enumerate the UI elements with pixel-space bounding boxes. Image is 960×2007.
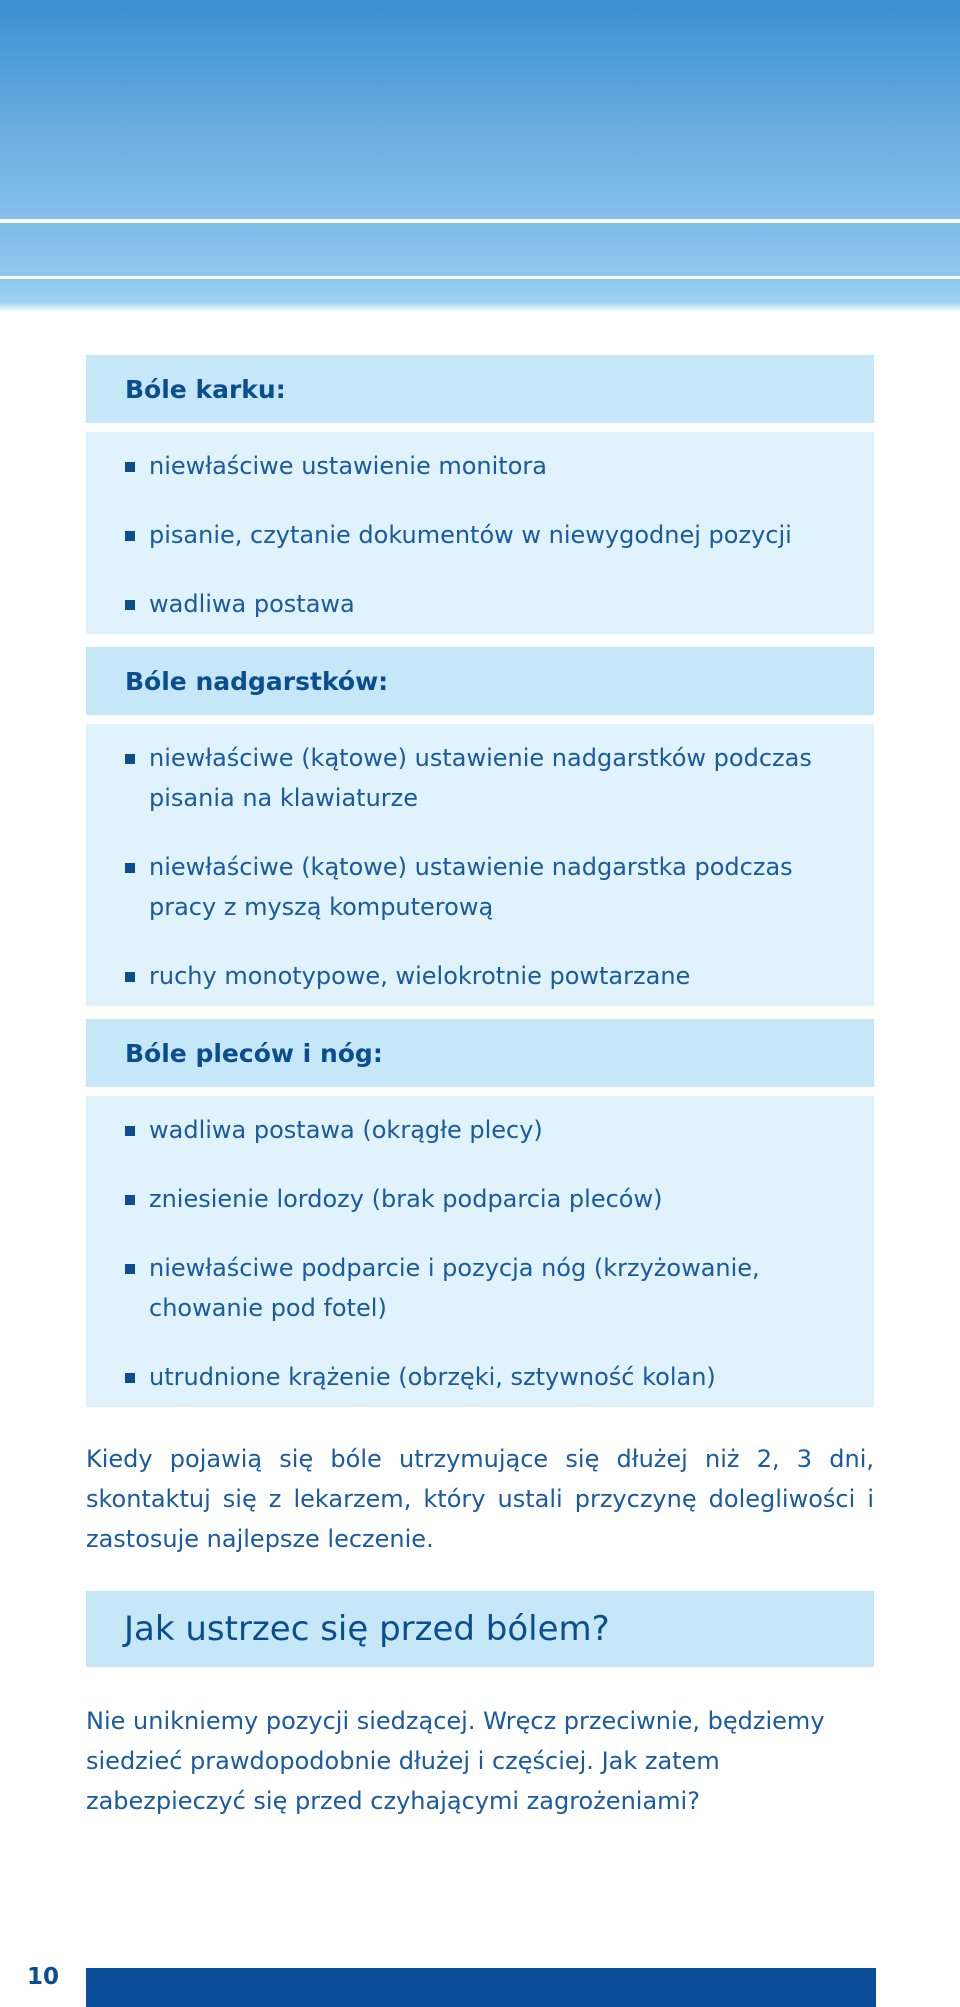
square-bullet-icon [125, 1264, 135, 1274]
list-item: niewłaściwe podparcie i pozycja nóg (krzyżowanie, chowanie pod fotel) [125, 1248, 874, 1328]
section-list-wrists [86, 724, 874, 1006]
footer-bar [86, 1968, 876, 2007]
header-fade-strip [0, 279, 960, 312]
list-item: ruchy monotypowe, wielokrotnie powtarzane [125, 956, 874, 996]
list-item: wadliwa postawa (okrągłe plecy) [125, 1110, 874, 1150]
square-bullet-icon [125, 1126, 135, 1136]
intro-paragraph: Nie unikniemy pozycji siedzącej. Wręcz przeciwnie, będziemy siedzieć prawdopodobnie dłużej i częściej. Jak zatem zabezpieczyć się przed czyhającymi zagrożeniami? [86, 1707, 825, 1815]
section-list-neck [86, 432, 874, 634]
square-bullet-icon [125, 863, 135, 873]
square-bullet-icon [125, 462, 135, 472]
header-strip [0, 223, 960, 276]
page-content [86, 355, 874, 1821]
list-item: wadliwa postawa [125, 584, 874, 624]
list-item: niewłaściwe ustawienie monitora [125, 446, 874, 486]
section-title-wrists: Bóle nadgarstków: [86, 647, 874, 715]
square-bullet-icon [125, 754, 135, 764]
square-bullet-icon [125, 600, 135, 610]
square-bullet-icon [125, 531, 135, 541]
header-gradient-band [0, 0, 960, 222]
list-item: pisanie, czytanie dokumentów w niewygodnej pozycji [125, 515, 874, 555]
square-bullet-icon [125, 1373, 135, 1383]
list-item: zniesienie lordozy (brak podparcia pleców) [125, 1179, 874, 1219]
question-heading: Jak ustrzec się przed bólem? [86, 1591, 874, 1667]
list-item: niewłaściwe (kątowe) ustawienie nadgarstków podczas pisania na klawiaturze [125, 738, 874, 818]
section-title-back-legs: Bóle pleców i nóg: [86, 1019, 874, 1087]
section-title-neck: Bóle karku: [86, 355, 874, 423]
page-number: 10 [27, 1964, 60, 1990]
advice-paragraph: Kiedy pojawią się bóle utrzymujące się dłużej niż 2, 3 dni, skontaktuj się z lekarzem, który ustali przyczynę dolegliwości i zastosuje najlepsze leczenie. [86, 1445, 874, 1553]
square-bullet-icon [125, 1195, 135, 1205]
list-item: utrudnione krążenie (obrzęki, sztywność kolan) [125, 1357, 874, 1397]
section-list-back-legs [86, 1096, 874, 1407]
list-item: niewłaściwe (kątowe) ustawienie nadgarstka podczas pracy z myszą komputerową [125, 847, 874, 927]
square-bullet-icon [125, 972, 135, 982]
